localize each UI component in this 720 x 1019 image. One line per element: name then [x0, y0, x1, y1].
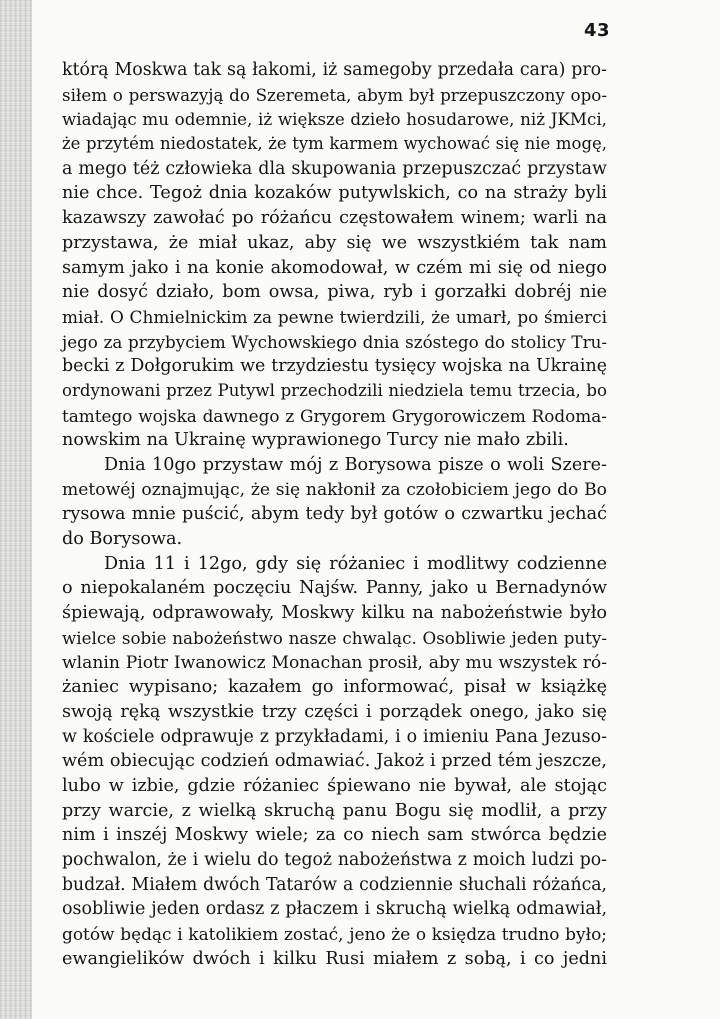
text-line: nim i inszéj Moskwy wiele; za co niech sam stwórca będzie — [62, 825, 607, 846]
scan-edge — [0, 0, 32, 1019]
text-line: w kościele odprawuje z przykładami, i o imieniu Pana Jezuso- — [62, 726, 607, 747]
text-line: ordynowani przez Putywl przechodzili niedziela temu trzecia, bo — [62, 380, 607, 400]
text-line: wlanin Piotr Iwanowicz Monachan prosił, aby mu wszystek ró- — [62, 652, 607, 673]
text-line: tamtego wojska dawnego z Grygorem Grygorowiczem Rodoma- — [62, 405, 607, 426]
text-line: śpiewają, odprawowały, Moskwy kilku na nabożeństwie było — [62, 603, 607, 624]
body-text — [62, 58, 607, 971]
text-line: przystawa, że miał ukaz, aby się we wszystkiém tak nam — [62, 232, 607, 253]
text-line: rysowa mnie puścić, abym tedy był gotów o czwartku jechać — [62, 504, 607, 525]
text-line: ewangielików dwóch i kilku Rusi miałem z sobą, i co jedni — [62, 948, 607, 969]
text-line: swoją ręką wszystkie trzy części i porządek onego, jako się — [62, 701, 607, 722]
text-line: osobliwie jeden ordasz z płaczem i skruchą wielką odmawiał, — [62, 899, 607, 920]
text-line: pochwalon, że i wielu do tegoż nabożeństwa z moich ludzi po- — [62, 850, 607, 870]
text-line: nie dosyć działo, bom owsa, piwa, ryb i gorzałki dobréj nie — [62, 282, 607, 303]
page-number: 43 — [583, 20, 610, 41]
text-line: kazawszy zawołać po różańcu częstowałem winem; warli na — [62, 208, 607, 229]
text-line: nowskim na Ukrainę wyprawionego Turcy nie mało zbili. — [62, 430, 569, 451]
text-line: siłem o perswazyją do Szeremeta, abym był przepuszczony opo- — [62, 84, 607, 105]
text-line: że przytém niedostatek, że tym karmem wychować się nie mogę, — [62, 134, 607, 154]
text-line: becki z Dołgorukim we trzydziestu tysięcy wojska na Ukrainę — [62, 356, 607, 377]
text-line: nie chce. Tegoż dnia kozaków putywlskich, co na straży byli — [62, 183, 607, 204]
text-line: budzał. Miałem dwóch Tatarów a codziennie słuchali różańca, — [62, 874, 607, 895]
text-line: lubo w izbie, gdzie różaniec śpiewano nie bywał, ale stojąc — [62, 775, 607, 796]
text-line: a mego téż człowieka dla skupowania przepuszczać przystaw — [62, 158, 607, 179]
text-line: żaniec wypisano; kazałem go informować, pisał w książkę — [62, 677, 607, 698]
text-line: jego za przybyciem Wychowskiego dnia szóstego do stolicy Tru- — [62, 331, 607, 352]
text-line: wiadając mu odemnie, iż większe dzieło hosudarowe, niż JKMci, — [62, 109, 607, 130]
paragraph-start-line: Dnia 11 i 12go, gdy się różaniec i modlitwy codzienne — [104, 553, 607, 574]
text-line: metowéj oznajmując, że się nakłonił za czołobiciem jego do Bo — [62, 479, 607, 500]
text-line: gotów będąc i katolikiem zostać, jeno że o księdza trudno było; — [62, 924, 607, 945]
text-line: wielce sobie nabożeństwo nasze chwaląc. Osobliwie jeden puty- — [62, 627, 607, 648]
text-line: miał. O Chmielnickim za pewne twierdzili, że umarł, po śmierci — [62, 306, 607, 327]
paragraph-start-line: Dnia 10go przystaw mój z Borysowa pisze o woli Szere- — [104, 455, 607, 475]
text-line: wém obiecując codzień odmawiać. Jakoż i przed tém jeszcze, — [62, 751, 607, 772]
text-line: przy warcie, z wielką skruchą panu Bogu się modlił, a przy — [62, 800, 607, 821]
text-line: o niepokalaném poczęciu Najśw. Panny, jako u Bernadynów — [62, 578, 607, 599]
text-line: do Borysowa. — [62, 529, 183, 550]
text-line: samym jako i na konie akomodował, w czém mi się od niego — [62, 257, 607, 278]
text-line: którą Moskwa tak są łakomi, iż samegoby przedała cara) pro- — [62, 60, 607, 80]
